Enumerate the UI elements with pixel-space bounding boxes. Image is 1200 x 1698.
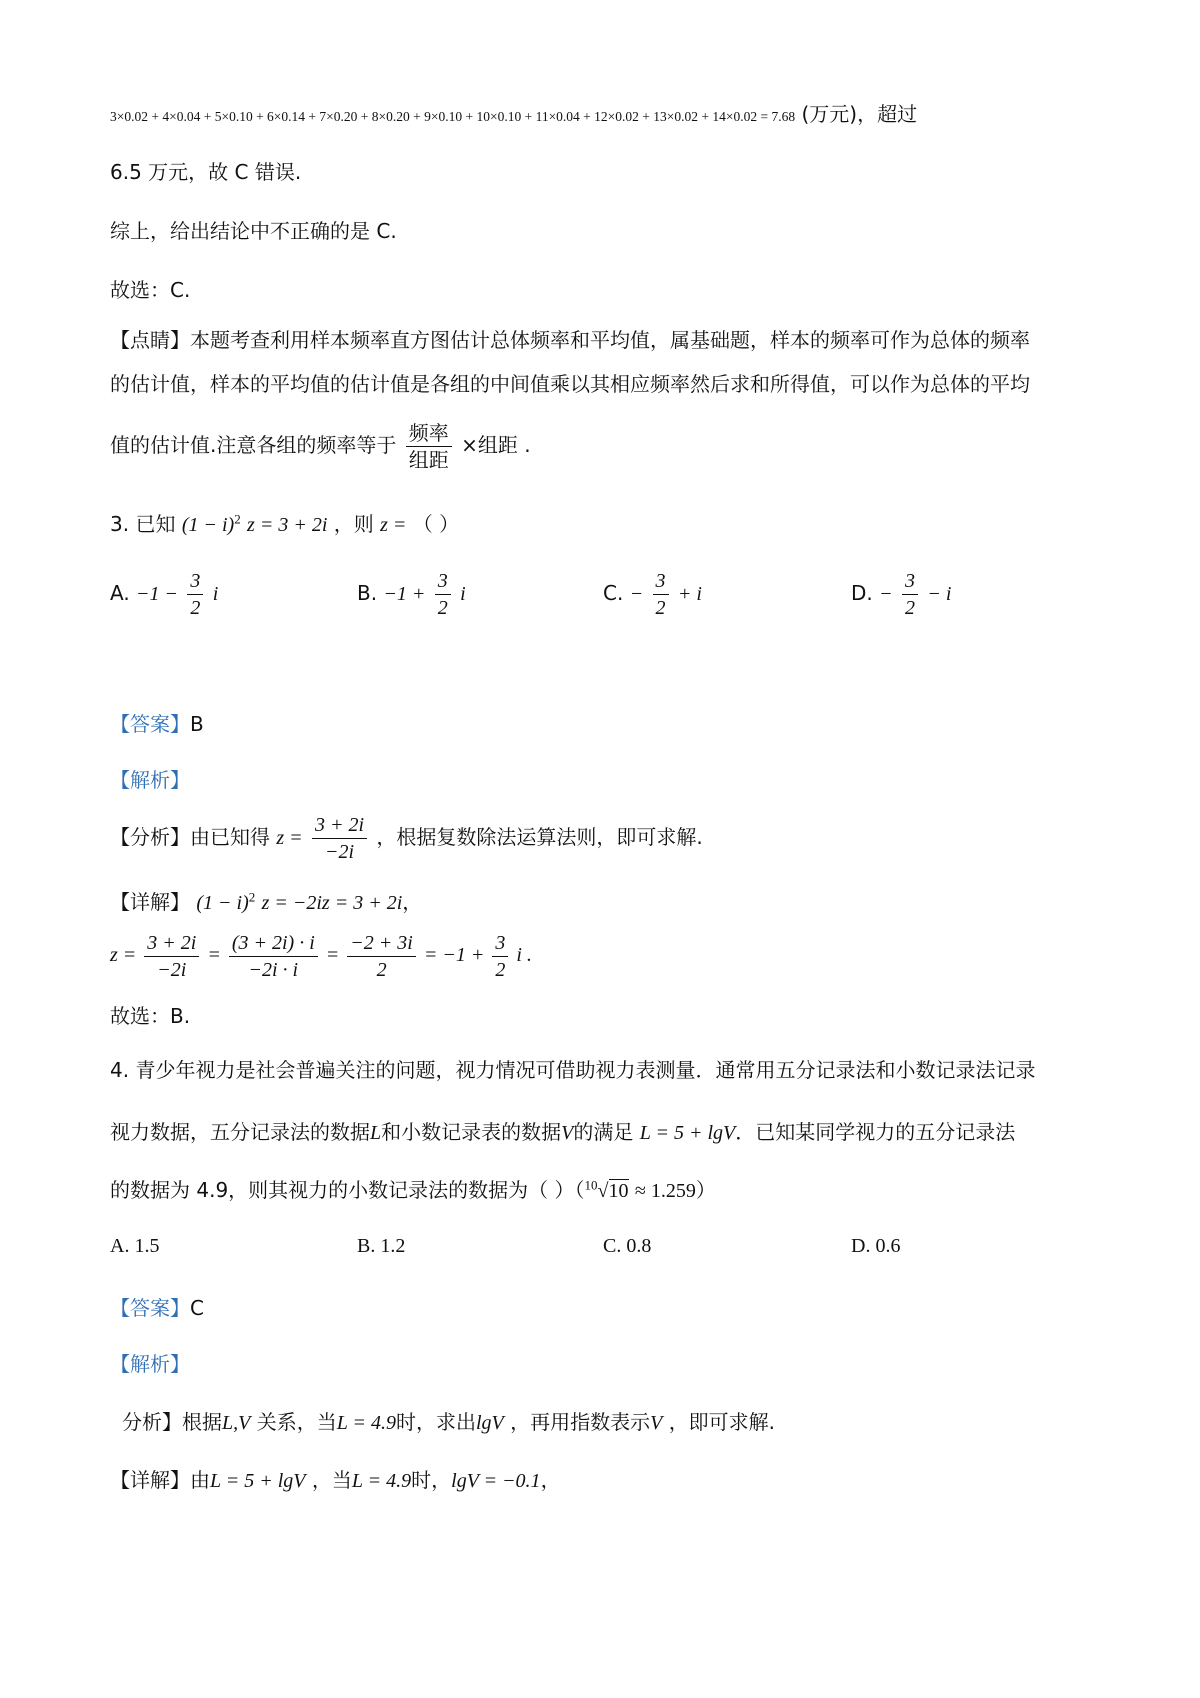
question-number: 3. 已知	[110, 512, 176, 536]
formula-unit: (万元)，超过	[801, 102, 918, 126]
math: −	[629, 583, 644, 605]
math: z =	[276, 827, 303, 849]
text: ，当	[311, 1468, 352, 1492]
text: ，即可求解.	[668, 1410, 776, 1434]
math: lgV = −0.1	[451, 1470, 541, 1492]
fraction-num: 3	[902, 568, 918, 595]
q3-option-b	[357, 568, 466, 621]
fraction-den: 2	[190, 597, 201, 619]
question-3-stem	[110, 510, 459, 539]
fraction-num: 3 + 2i	[144, 930, 199, 957]
fraction-den: 2	[904, 597, 915, 619]
option-label: D.	[851, 581, 873, 605]
math: (1 − i)	[196, 892, 249, 914]
exponent: 2	[248, 889, 256, 905]
text: 分析】根据	[122, 1410, 222, 1434]
text: 值的估计值.注意各组的频率等于	[110, 433, 397, 457]
math: V	[650, 1412, 663, 1434]
radicand: 10	[608, 1180, 629, 1202]
answer-tag: 【答案】	[110, 1296, 190, 1320]
text: ，则	[333, 512, 374, 536]
option-label: C.	[603, 581, 624, 605]
q3-fenxi	[110, 812, 703, 865]
math: V	[561, 1122, 574, 1144]
text: 时，	[411, 1468, 452, 1492]
text: 的满足	[573, 1120, 634, 1144]
fraction	[435, 568, 451, 621]
radical: √10	[597, 1180, 629, 1202]
math: L = 5 + lgV	[639, 1122, 736, 1144]
blank-paren: （ ）	[412, 512, 460, 536]
q4-option-c: C. 0.8	[603, 1235, 652, 1257]
fraction-den: 2	[437, 597, 448, 619]
q4-stem-line	[110, 1176, 716, 1205]
exponent: 2	[234, 511, 241, 527]
mean-formula: 3×0.02 + 4×0.04 + 5×0.10 + 6×0.14 + 7×0.20 + 8×0.20 + 9×0.10 + 10×0.10 + 11×0.04 + 12×0.02 + 13×0.02 + 14×0.02 = 7.68	[110, 109, 796, 124]
math: −1 +	[383, 583, 426, 605]
math: −	[879, 583, 893, 605]
fraction	[312, 812, 367, 865]
paragraph: 综上，给出结论中不正确的是 C.	[110, 219, 397, 243]
root-index: 10	[584, 1177, 598, 1193]
option-label: B.	[357, 581, 378, 605]
section-tag: 【详解】	[110, 1468, 190, 1492]
q3-option-c	[603, 568, 702, 621]
text: ，根据复数除法运算法则，即可求解.	[376, 825, 703, 849]
answer-value: B	[190, 712, 204, 736]
q4-stem-line: 4. 青少年视力是社会普遍关注的问题，视力情况可借助视力表测量．通常用五分记录法和小数记录法记录	[110, 1058, 1036, 1082]
formula-line	[110, 100, 917, 131]
fraction-num: 3	[492, 930, 508, 957]
fraction-num: 3	[435, 568, 451, 595]
fraction	[144, 930, 199, 983]
text: 关系，当	[256, 1410, 337, 1434]
q3-option-a	[110, 568, 218, 621]
text: ．已知某同学视力的五分记录法	[735, 1120, 1016, 1144]
fraction	[187, 568, 203, 621]
text: ）	[695, 1178, 716, 1202]
text: ，	[540, 1468, 561, 1492]
fraction-num: 3 + 2i	[312, 812, 367, 839]
math: z = 3 + 2i	[247, 514, 328, 536]
fraction-num: 3	[653, 568, 669, 595]
text: ×组距 .	[461, 433, 531, 457]
q4-option-b: B. 1.2	[357, 1235, 406, 1257]
fraction-num: 频率	[406, 420, 452, 447]
answer-value: C	[190, 1296, 204, 1320]
paragraph: 故选：C.	[110, 278, 191, 302]
q4-option-a: A. 1.5	[110, 1235, 160, 1257]
math: z =	[380, 514, 407, 536]
math: L = 5 + lgV	[210, 1470, 306, 1492]
math: L = 4.9	[336, 1412, 396, 1434]
text: ，再用指数表示	[510, 1410, 651, 1434]
q3-analysis-tag: 【解析】	[110, 768, 190, 792]
paragraph: 的估计值，样本的平均值的估计值是各组的中间值乘以其相应频率然后求和所得值，可以作为总体的平均	[110, 372, 1030, 396]
text: 由	[190, 1468, 210, 1492]
text: 视力数据，五分记录法的数据	[110, 1120, 370, 1144]
math: i .	[516, 944, 532, 967]
fraction-den: −2i	[325, 841, 355, 863]
fraction	[406, 420, 452, 473]
fraction-den: −2i · i	[248, 959, 299, 981]
math: i	[212, 583, 219, 605]
option-label: A.	[110, 581, 130, 605]
math: lgV	[475, 1412, 504, 1434]
math: + i	[677, 583, 702, 605]
q4-answer	[110, 1294, 204, 1322]
math: L = 4.9	[351, 1470, 412, 1492]
math: = −1 +	[423, 944, 485, 967]
fraction	[492, 930, 508, 983]
section-tag: 【分析】	[110, 825, 190, 849]
section-tag: 【详解】	[110, 890, 190, 914]
fraction-num: −2 + 3i	[347, 930, 416, 957]
fraction-den: 2	[376, 959, 387, 981]
math: i	[460, 583, 466, 605]
paragraph: 【点睛】本题考查利用样本频率直方图估计总体频率和平均值，属基础题，样本的频率可作为总体的频率	[110, 328, 1030, 352]
q4-stem-line	[110, 1118, 1015, 1147]
fraction	[229, 930, 318, 983]
q4-xiangjie	[110, 1466, 561, 1495]
fraction	[347, 930, 416, 983]
fraction-num: (3 + 2i) · i	[229, 930, 318, 957]
fraction-num: 3	[187, 568, 203, 595]
math: =	[207, 944, 221, 967]
fraction-den: 组距	[408, 448, 449, 472]
q3-option-d	[851, 568, 951, 621]
math: −1 −	[136, 583, 179, 605]
q3-calculation	[110, 930, 532, 983]
math: z =	[110, 944, 137, 967]
text: ，	[402, 890, 423, 914]
q3-xiangjie	[110, 888, 422, 917]
fraction	[902, 568, 918, 621]
math: (1 − i)	[181, 514, 235, 536]
fraction	[653, 568, 669, 621]
math: =	[325, 944, 340, 967]
text: 和小数记录表的数据	[381, 1120, 562, 1144]
math: L	[370, 1122, 382, 1144]
paragraph	[110, 420, 531, 473]
text: 的数据为 4.9，则其视力的小数记录法的数据为（ ）（	[110, 1178, 585, 1202]
q4-option-d: D. 0.6	[851, 1235, 901, 1257]
answer-tag: 【答案】	[110, 712, 190, 736]
paragraph: 6.5 万元，故 C 错误.	[110, 160, 302, 184]
fraction-den: −2i	[157, 959, 187, 981]
fraction-den: 2	[655, 597, 666, 619]
text: 由已知得	[190, 825, 270, 849]
math: ≈ 1.259	[634, 1180, 696, 1202]
math: − i	[927, 583, 952, 605]
math: z = −2iz = 3 + 2i	[261, 892, 403, 914]
q4-fenxi	[122, 1408, 775, 1437]
fraction-den: 2	[495, 959, 506, 981]
q3-choose: 故选：B.	[110, 1004, 191, 1028]
text: 时，求出	[395, 1410, 476, 1434]
q3-answer	[110, 710, 204, 738]
q4-analysis-tag: 【解析】	[110, 1352, 190, 1376]
math: L,V	[222, 1412, 251, 1434]
